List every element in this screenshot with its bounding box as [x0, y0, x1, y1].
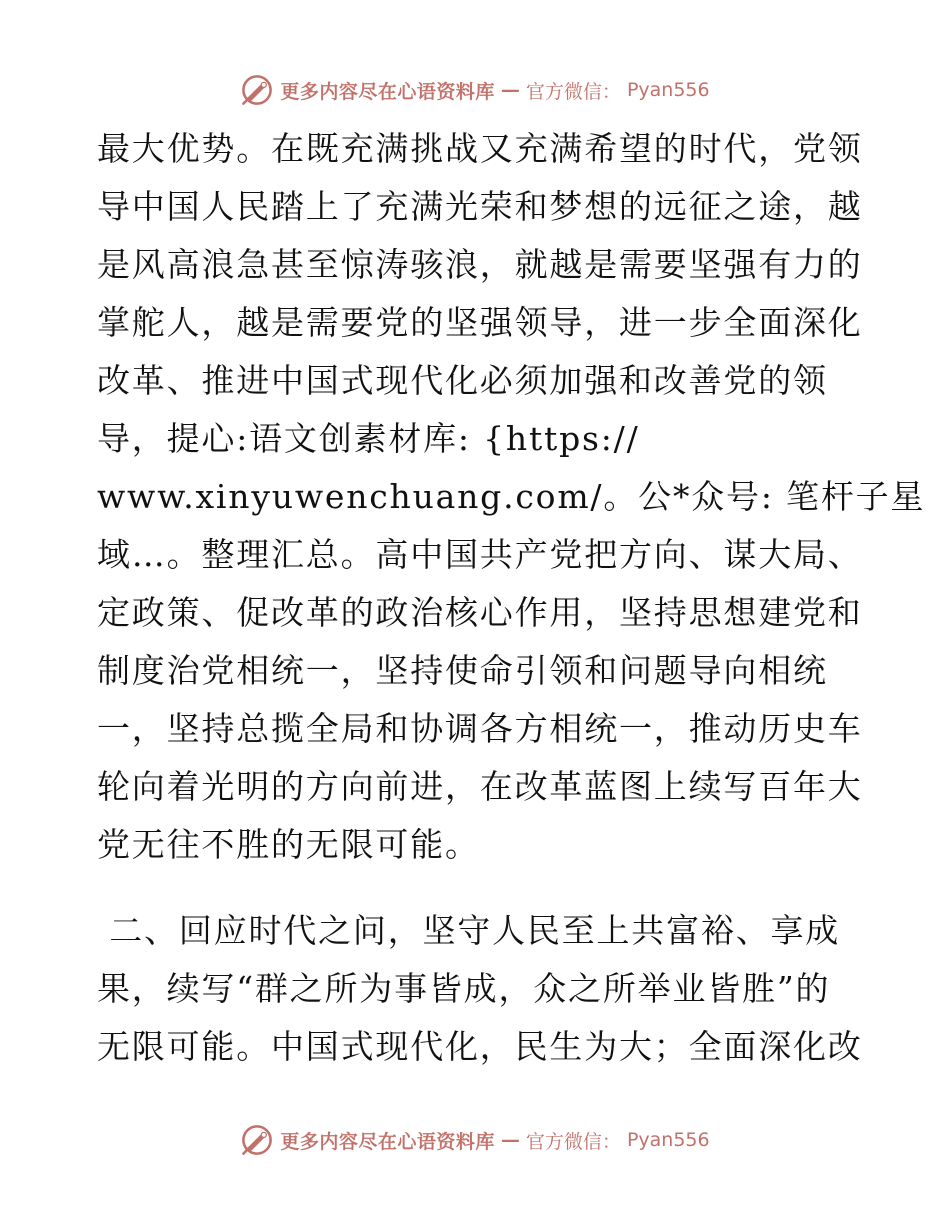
paragraph-1: [97, 120, 926, 874]
watermark-wechat-id: Pyan556: [626, 79, 710, 101]
text-line: 最大优势。在既充满挑战又充满希望的时代，党领: [97, 129, 863, 168]
pen-nib-logo-icon: [240, 73, 274, 107]
watermark-wechat-label: 官方微信：: [525, 1130, 621, 1153]
watermark-wechat-id: Pyan556: [626, 1129, 710, 1151]
pen-nib-logo-icon: [240, 1123, 274, 1157]
text-line: 定政策、促改革的政治核心作用，坚持思想建党和: [97, 593, 863, 632]
text-line: 域…。整理汇总。高中国共产党把方向、谋大局、: [97, 535, 863, 574]
text-line: 无限可能。中国式现代化，民生为大；全面深化改: [97, 1027, 863, 1066]
text-line: 制度治党相统一，坚持使命引领和问题导向相统: [97, 651, 828, 690]
text-line: 导中国人民踏上了充满光荣和梦想的远征之途，越: [97, 187, 863, 226]
watermark-separator: —: [500, 79, 520, 101]
text-line: 掌舵人，越是需要党的坚强领导，进一步全面深化: [97, 303, 863, 342]
paragraph-gap: [97, 874, 857, 902]
text-line: www.xinyuwenchuang.com/。公*众号: 笔杆子星: [97, 477, 926, 516]
watermark-wechat-label: 官方微信：: [525, 80, 621, 103]
watermark-brand: 更多内容尽在心语资料库: [280, 80, 495, 103]
text-line: 轮向着光明的方向前进，在改革蓝图上续写百年大: [97, 767, 863, 806]
text-line: 果，续写“群之所为事皆成，众之所举业皆胜”的: [97, 969, 831, 1008]
text-line: 一，坚持总揽全局和协调各方相统一，推动历史车: [97, 709, 863, 748]
footer-watermark: [0, 1120, 950, 1160]
watermark-brand: 更多内容尽在心语资料库: [280, 1130, 495, 1153]
text-line: 是风高浪急甚至惊涛骇浪，就越是需要坚强有力的: [97, 245, 863, 284]
text-line: 二、回应时代之问，坚守人民至上共富裕、享成: [97, 911, 841, 950]
paragraph-2: [97, 902, 863, 1076]
document-body: [97, 120, 926, 1076]
header-watermark: [0, 70, 950, 110]
text-line: 导，提心:语文创素材库: {https://: [97, 419, 640, 458]
text-line: 改革、推进中国式现代化必须加强和改善党的领: [97, 361, 828, 400]
watermark-separator: —: [500, 1129, 520, 1151]
text-line: 党无往不胜的无限可能。: [97, 825, 480, 864]
